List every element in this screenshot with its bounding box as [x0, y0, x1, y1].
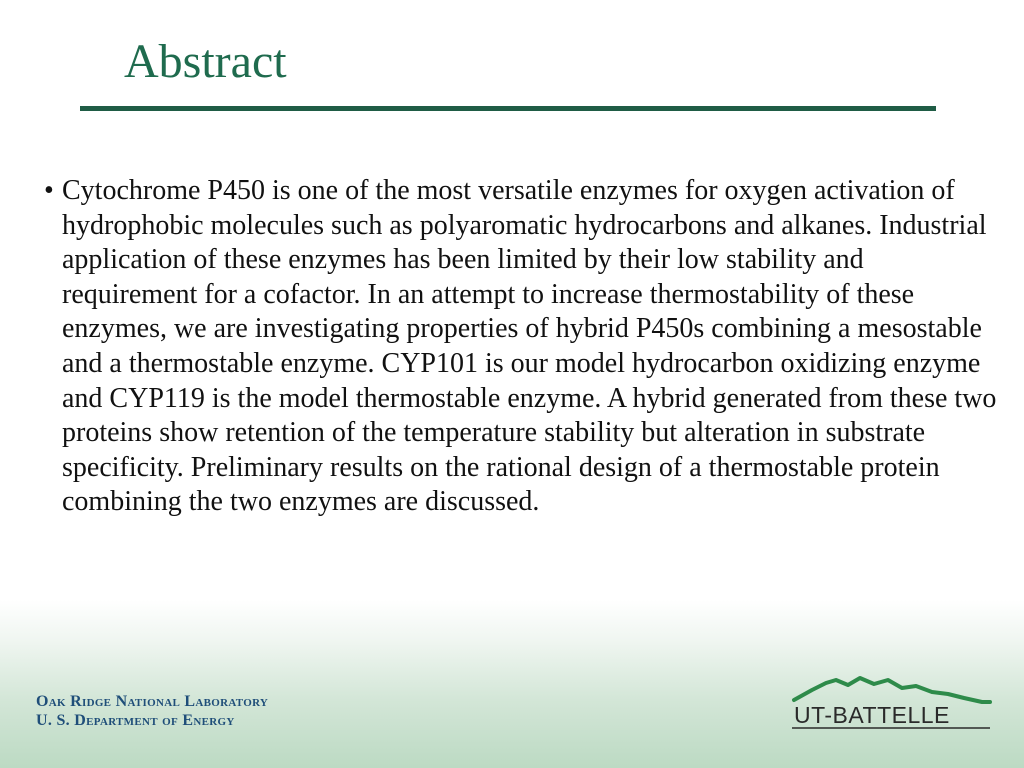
bullet-text: Cytochrome P450 is one of the most versatile enzymes for oxygen activation of hydrophobic molecules such as polyaromatic hydrocarbons and alkanes. Industrial application of these enzymes has been limited by their low stability and requirement for a cofactor. In an attempt to increase thermostability of these enzymes, we are investigating properties of hybrid P450s combining a mesostable and a thermostable enzyme. CYP101 is our model hydrocarbon oxidizing enzyme and CYP119 is the model thermostable enzyme. A hybrid generated from these two proteins show retention of the temperature stability but alteration in substrate specificity. Preliminary results on the rational design of a thermostable protein combining the two enzymes are discussed.	[62, 175, 997, 518]
footer-org-line-2: U. S. Department of Energy	[36, 712, 235, 729]
title-divider	[80, 106, 936, 111]
footer-org-line-1: Oak Ridge National Laboratory	[36, 693, 269, 710]
slide-body	[44, 174, 1000, 520]
bullet-marker: •	[44, 175, 54, 206]
bullet-item	[44, 174, 1000, 520]
slide-title: Abstract	[124, 35, 287, 88]
footer-organization	[36, 692, 268, 730]
ut-battelle-logo	[786, 672, 996, 732]
logo-text: UT-BATTELLE	[794, 702, 950, 728]
